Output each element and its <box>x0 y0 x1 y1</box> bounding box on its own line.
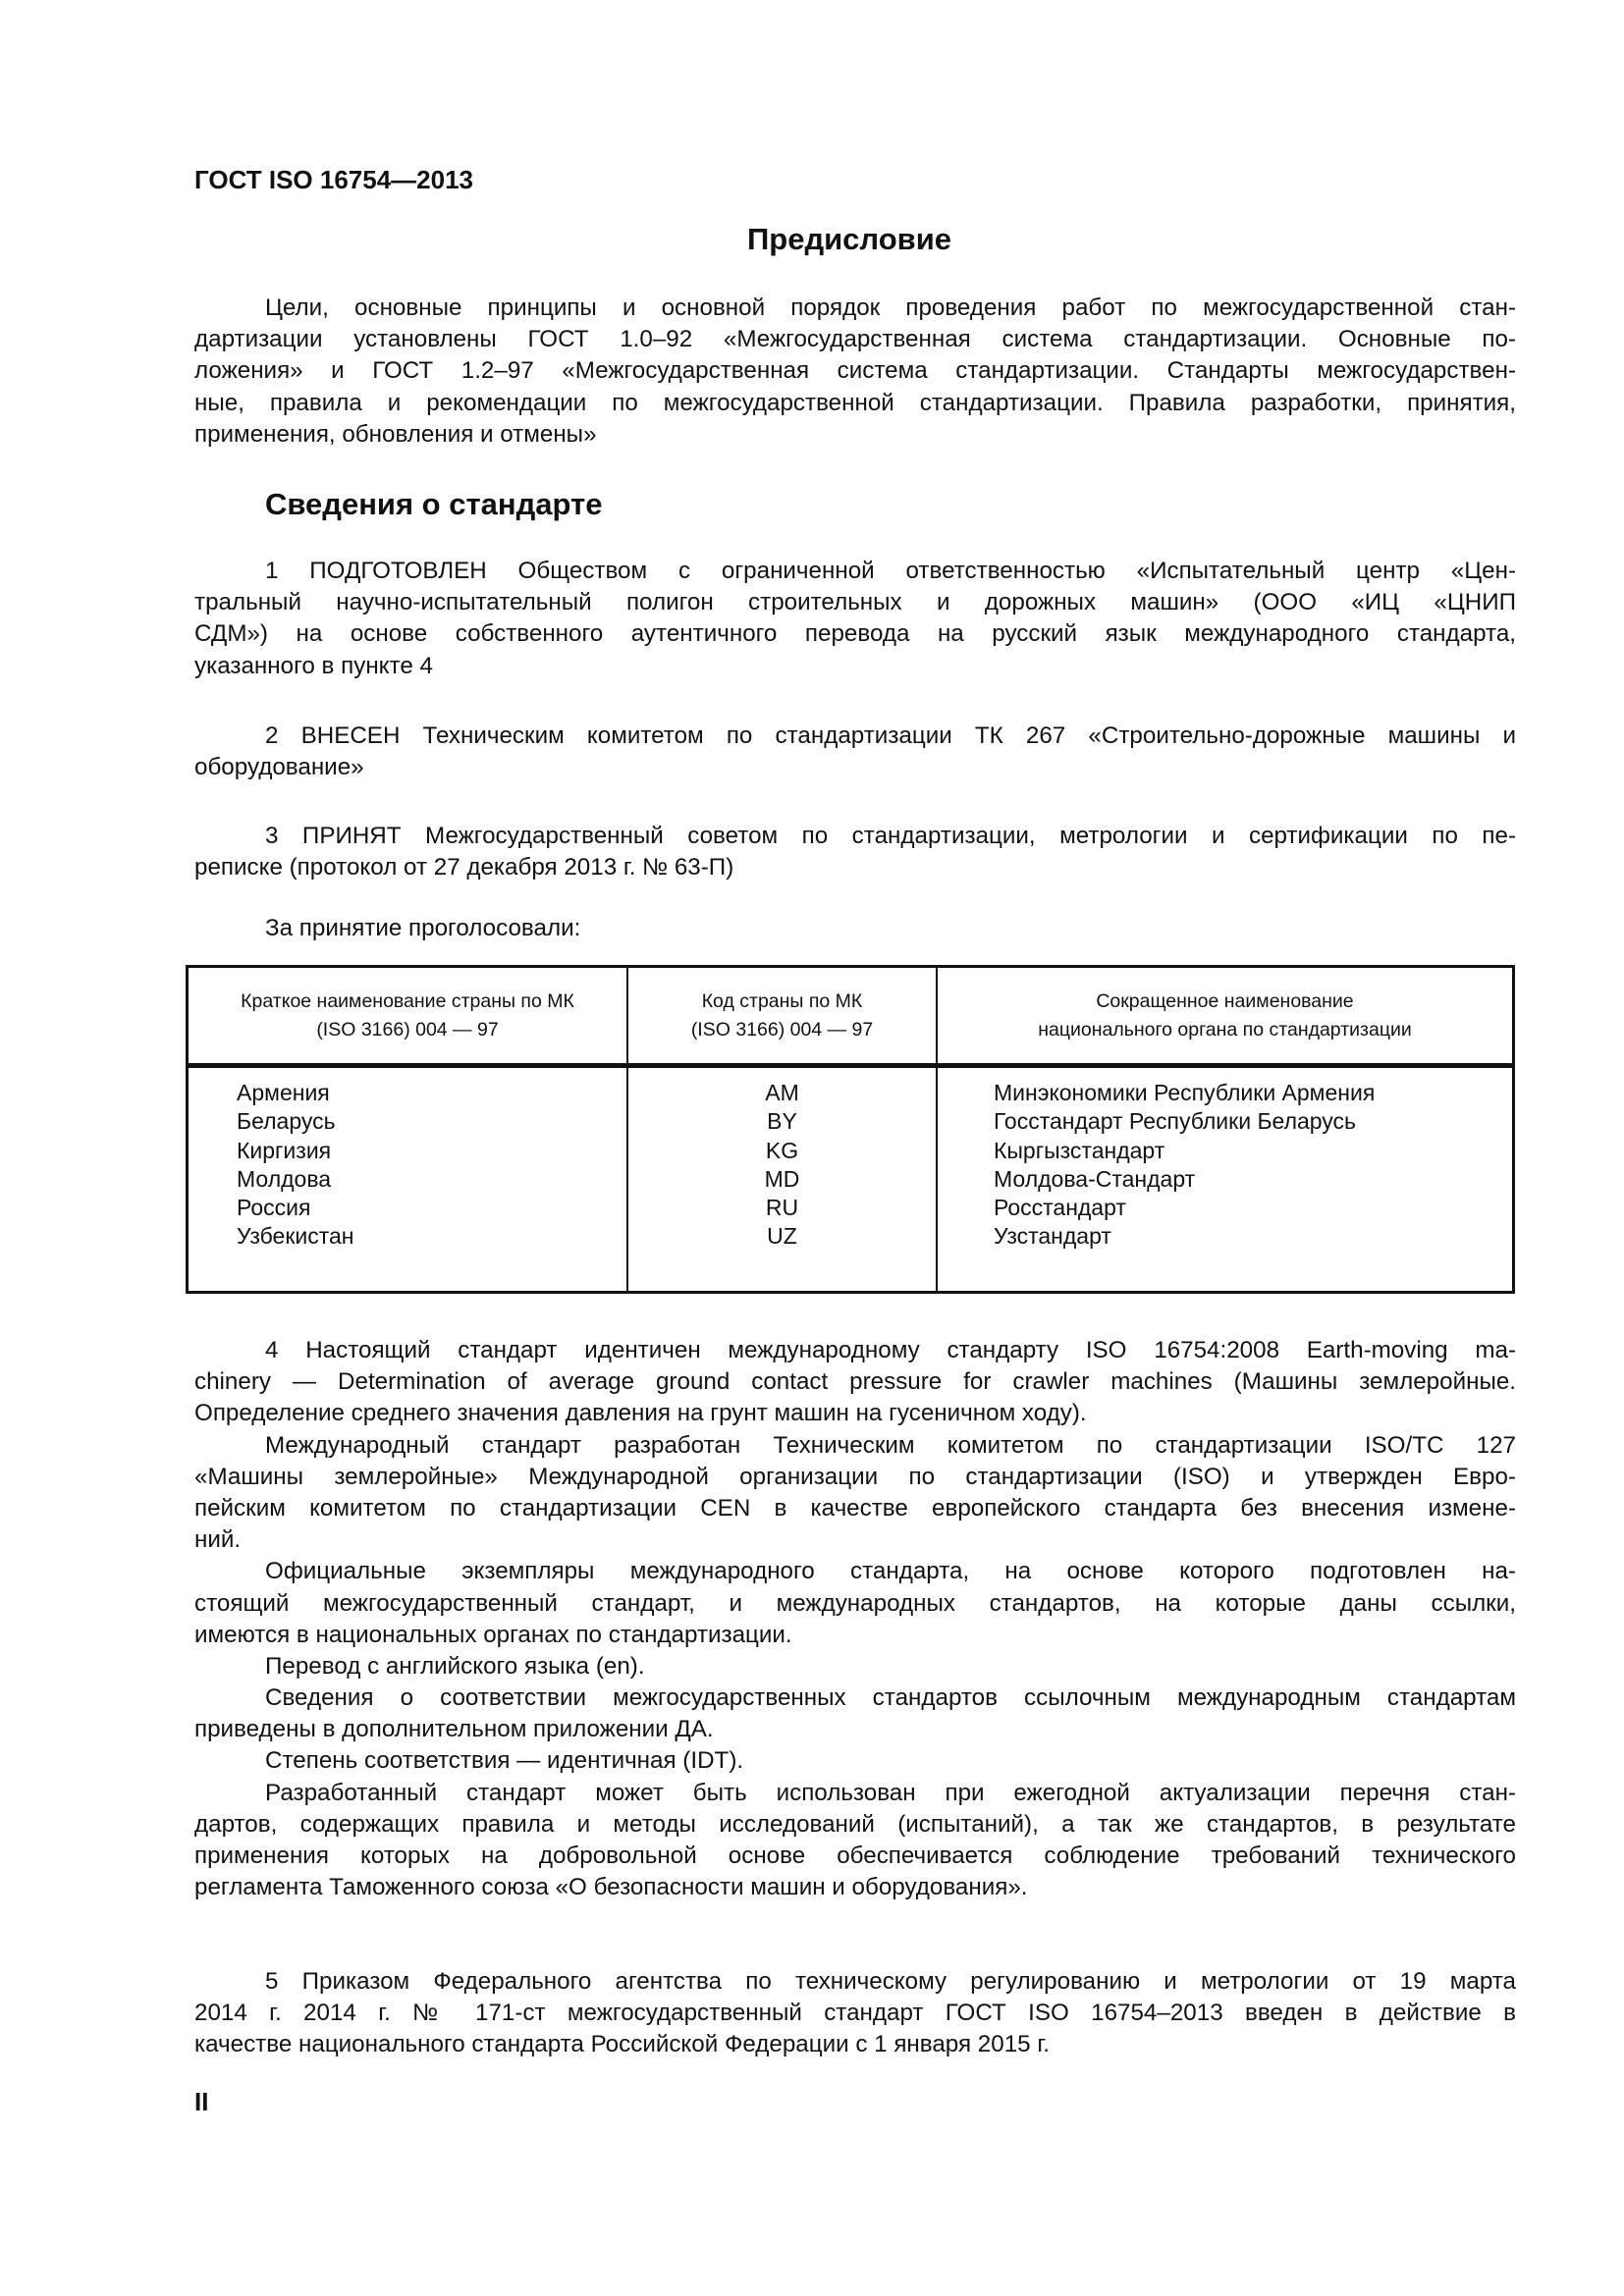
text-line: 1 ПОДГОТОВЛЕН Обществом с ограниченной ответственностью «Испытательный центр «Цен- <box>265 558 1516 584</box>
country-name-column <box>237 1079 354 1252</box>
text-line: 2014 г. 2014 г. № 171-ст межгосударственный стандарт ГОСТ ISO 16754–2013 введен в действие в <box>194 2000 1516 2027</box>
text-line: Международный стандарт разработан Техническим комитетом по стандартизации ISO/TC 127 <box>265 1431 1516 1459</box>
table-cell-code: BY <box>767 1108 797 1135</box>
table-cell-code: MD <box>764 1165 800 1192</box>
text-line: «Машины землеройные» Международной организации по стандартизации (ISO) и утвержден Евро- <box>194 1463 1516 1490</box>
text-line: ные, правила и рекомендации по межгосударственной стандартизации. Правила разработки, принятия, <box>194 389 1516 416</box>
text-line: 4 Настоящий стандарт идентичен международному стандарту ISO 16754:2008 Earth-moving ma- <box>265 1337 1516 1363</box>
text-line: реписке (протокол от 27 декабря 2013 г. № 63-П) <box>194 854 734 881</box>
table-cell-body: Кыргызстандарт <box>994 1137 1165 1163</box>
table-cell-body: Узстандарт <box>994 1223 1111 1250</box>
standard-info-heading: Сведения о стандарте <box>265 487 603 521</box>
text-line: приведены в дополнительном приложении ДА. <box>194 1716 714 1743</box>
text-line: Определение среднего значения давления на грунт машин на гусеничном ходу). <box>194 1400 1087 1427</box>
preface-paragraph <box>194 293 1516 451</box>
text-line: 2 ВНЕСЕН Техническим комитетом по стандартизации ТК 267 «Строительно-дорожные машины и <box>265 722 1516 749</box>
text-line: дартизации установлены ГОСТ 1.0–92 «Межгосударственная система стандартизации. Основные по- <box>194 326 1516 353</box>
table-cell-country: Россия <box>237 1195 311 1221</box>
text-line: применения, обновления и отмены» <box>194 420 597 448</box>
text-line: 3 ПРИНЯТ Межгосударственный советом по стандартизации, метрологии и сертификации по пе- <box>265 823 1516 849</box>
header-text: Код страны по МК <box>701 989 863 1012</box>
text-line: Перевод с английского языка (en). <box>265 1652 645 1680</box>
info-item-1 <box>194 556 1516 682</box>
table-header-national-body <box>938 968 1512 1063</box>
text-line: применения которых на добровольной основе обеспечивается соблюдение требований технического <box>194 1842 1516 1869</box>
text-line: стоящий межгосударственный стандарт, и международных стандартов, на которые даны ссылки, <box>194 1589 1516 1617</box>
voted-label: За принятие проголосовали: <box>265 915 581 941</box>
text-line: Официальные экземпляры международного стандарта, на основе которого подготовлен на- <box>265 1558 1516 1585</box>
table-cell-country: Молдова <box>237 1165 332 1192</box>
text-line: Цели, основные принципы и основной порядок проведения работ по межгосударственной стан- <box>265 294 1516 321</box>
table-cell-body: Госстандарт Республики Беларусь <box>994 1108 1357 1135</box>
header-text: Сокращенное наименование <box>1096 989 1354 1012</box>
text-line: дартов, содержащих правила и методы исследований (испытаний), а так же стандартов, в результате <box>194 1810 1516 1838</box>
text-line: пейским комитетом по стандартизации CEN в качестве европейского стандарта без внесения измене- <box>194 1494 1516 1522</box>
page-number: II <box>194 2087 209 2116</box>
text-line: Разработанный стандарт может быть использован при ежегодной актуализации перечня стан- <box>265 1779 1516 1806</box>
table-cell-body: Росстандарт <box>994 1195 1126 1221</box>
text-line: качестве национального стандарта Российской Федерации с 1 января 2015 г. <box>194 2031 1050 2058</box>
table-cell-body: Молдова-Стандарт <box>994 1165 1196 1192</box>
document-code-header: ГОСТ ISO 16754—2013 <box>194 165 474 194</box>
header-text: (ISO 3166) 004 — 97 <box>690 1018 874 1041</box>
table-cell-code: AM <box>765 1080 799 1105</box>
text-line: СДМ») на основе собственного аутентичного перевода на русский язык международного стандарта, <box>194 620 1516 648</box>
text-line: 5 Приказом Федерального агентства по техническому регулированию и метрологии от 19 марта <box>265 1968 1516 1995</box>
header-text: (ISO 3166) 004 — 97 <box>316 1018 499 1041</box>
table-cell-country: Киргизия <box>237 1137 332 1163</box>
country-code-column <box>628 1079 936 1252</box>
header-separator <box>189 1063 1512 1068</box>
text-line: chinery — Determination of average ground contact pressure for crawler machines (Машины землеройные. <box>194 1368 1516 1396</box>
table-cell-country: Беларусь <box>237 1108 336 1135</box>
table-cell-code: RU <box>765 1195 799 1221</box>
text-line: оборудование» <box>194 754 364 781</box>
text-line: регламента Таможенного союза «О безопасности машин и оборудования». <box>194 1874 1028 1901</box>
text-line: Сведения о соответствии межгосударственных стандартов ссылочным международным стандартам <box>265 1684 1516 1712</box>
text-line: ложения» и ГОСТ 1.2–97 «Межгосударственная система стандартизации. Стандарты межгосударствен- <box>194 357 1516 385</box>
text-line: Степень соответствия — идентичная (IDT). <box>265 1747 744 1775</box>
text-line: указанного в пункте 4 <box>194 652 433 679</box>
text-line: имеются в национальных органах по стандартизации. <box>194 1621 792 1648</box>
table-cell-code: UZ <box>767 1223 797 1250</box>
table-header-country-name <box>189 968 626 1063</box>
table-cell-body: Минэкономики Республики Армения <box>994 1080 1376 1105</box>
table-cell-code: KG <box>765 1137 799 1163</box>
info-item-3 <box>194 821 1516 883</box>
info-item-5 <box>194 1966 1516 2061</box>
table-cell-country: Узбекистан <box>237 1223 354 1250</box>
info-item-4 <box>194 1335 1516 1903</box>
voting-countries-table <box>186 965 1515 1294</box>
table-cell-country: Армения <box>237 1080 330 1105</box>
info-item-2 <box>194 721 1516 783</box>
text-line: тральный научно-испытательный полигон строительных и дорожных машин» (ООО «ИЦ «ЦНИП <box>194 589 1516 616</box>
preface-heading: Предисловие <box>746 222 951 256</box>
header-text: Краткое наименование страны по МК <box>241 989 574 1012</box>
text-line: ний. <box>194 1526 242 1554</box>
national-body-column <box>994 1079 1375 1252</box>
header-text: национального органа по стандартизации <box>1038 1018 1412 1041</box>
table-header-country-code <box>628 968 936 1063</box>
